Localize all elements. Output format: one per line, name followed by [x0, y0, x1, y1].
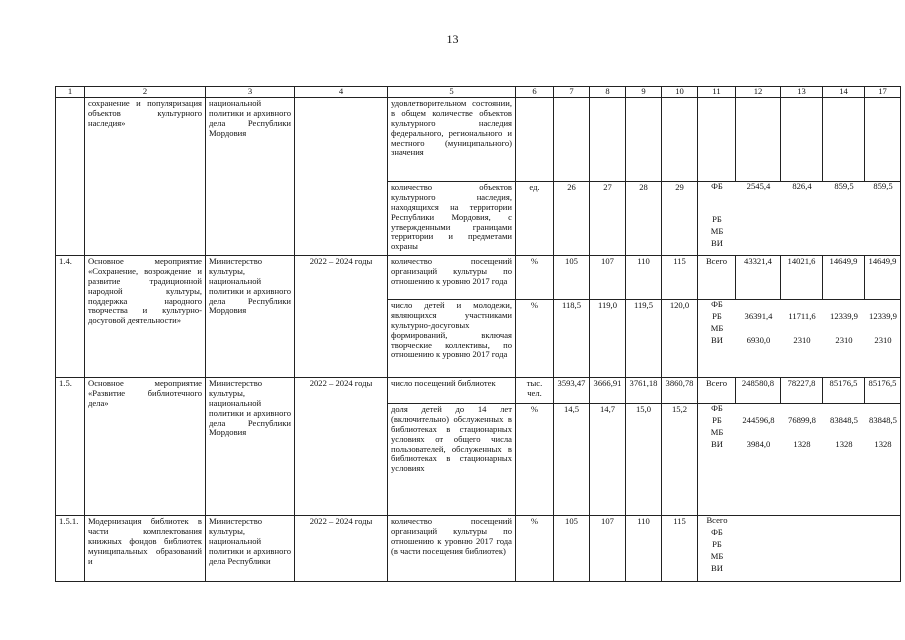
value: 119,5 — [626, 300, 662, 378]
fin-value: 14649,9 — [823, 256, 865, 300]
value: 29 — [662, 182, 698, 256]
measure-name: Модернизация библиотек в части комплектования книжных фондов библиотек муниципальных образований и — [85, 516, 206, 582]
fin-value: 14021,6 — [781, 256, 823, 300]
fin-source: ВИ — [711, 336, 723, 345]
fin-value: 36391,4 — [744, 312, 773, 321]
fin-value: 83848,5 — [830, 416, 858, 425]
value: 118,5 — [554, 300, 590, 378]
fin-value: 83848,5 — [869, 416, 897, 425]
page-number: 13 — [446, 32, 459, 46]
measure-name: Основное мероприятие «Развитие библиотечного дела» — [85, 378, 206, 516]
fin-value: 76899,8 — [788, 416, 816, 425]
col-header: 10 — [662, 87, 698, 98]
fin-value: 2545,4 — [746, 182, 771, 191]
fin-source: МБ — [710, 324, 724, 333]
col-header: 7 — [554, 87, 590, 98]
value: 110 — [626, 256, 662, 300]
col-header: 3 — [206, 87, 295, 98]
fin-value: 2310 — [793, 336, 811, 345]
col-header: 4 — [295, 87, 388, 98]
fin-value: 3984,0 — [746, 440, 771, 449]
executor: Министерство культуры, национальной политики и архивного дела Республики Мордовия — [206, 256, 295, 378]
value: 14,5 — [554, 404, 590, 516]
value: 3761,18 — [626, 378, 662, 404]
financing-block — [698, 516, 901, 582]
indicator: количество посещений организаций культуры по отношению к уровню 2017 года — [388, 256, 516, 300]
value: 107 — [590, 516, 626, 582]
fin-source: РБ — [712, 416, 722, 425]
fin-source: ФБ — [711, 300, 723, 309]
unit: % — [516, 516, 554, 582]
fin-source: Всего — [698, 256, 736, 300]
col-header: 13 — [781, 87, 823, 98]
measure-name: Основное мероприятие «Сохранение, возрождение и развитие традиционной народной культуры, поддержка народного творчества и культурно-досуговой деятельности» — [85, 256, 206, 378]
table-row — [56, 516, 901, 582]
row-number: 1.5.1. — [56, 516, 85, 582]
value: 3593,47 — [554, 378, 590, 404]
indicator: число посещений библиотек — [388, 378, 516, 404]
executor: национальной политики и архивного дела Республики Мордовия — [206, 98, 295, 256]
fin-value: 1328 — [835, 440, 853, 449]
fin-value: 244596,8 — [742, 416, 775, 425]
col-header: 11 — [698, 87, 736, 98]
col-header: 6 — [516, 87, 554, 98]
col-header: 12 — [736, 87, 781, 98]
fin-value: 826,4 — [792, 182, 812, 191]
fin-source: ВИ — [711, 239, 723, 248]
row-number: 1.4. — [56, 256, 85, 378]
years: 2022 – 2024 годы — [295, 516, 388, 582]
col-header: 14 — [823, 87, 865, 98]
fin-value: 78227,8 — [781, 378, 823, 404]
executor: Министерство культуры, национальной политики и архивного дела Республики Мордовия — [206, 378, 295, 516]
value: 26 — [554, 182, 590, 256]
indicator: доля детей до 14 лет (включительно) обслуженных в библиотеках в стационарных условиях от общего числа пользователей, обслуженных в библиотеках в стационарных условиях — [388, 404, 516, 516]
financing-block — [698, 404, 901, 516]
value: 3666,91 — [590, 378, 626, 404]
value: 120,0 — [662, 300, 698, 378]
table-row — [56, 378, 901, 404]
row-number — [56, 98, 85, 256]
unit: ед. — [516, 182, 554, 256]
col-header: 9 — [626, 87, 662, 98]
fin-source: РБ — [712, 312, 722, 321]
years: 2022 – 2024 годы — [295, 378, 388, 516]
executor: Министерство культуры, национальной политики и архивного дела Республики — [206, 516, 295, 582]
financing-block — [698, 182, 901, 256]
fin-value: 2310 — [835, 336, 853, 345]
fin-value: 248580,8 — [736, 378, 781, 404]
unit: % — [516, 404, 554, 516]
header-row — [56, 87, 901, 98]
value: 115 — [662, 256, 698, 300]
value: 119,0 — [590, 300, 626, 378]
fin-source: ФБ — [711, 404, 723, 413]
fin-source: ВИ — [711, 564, 723, 573]
program-table — [55, 86, 901, 582]
fin-value: 1328 — [793, 440, 811, 449]
value: 15,2 — [662, 404, 698, 516]
fin-value: 43321,4 — [736, 256, 781, 300]
col-header: 8 — [590, 87, 626, 98]
fin-value: 12339,9 — [830, 312, 858, 321]
value: 107 — [590, 256, 626, 300]
table-row — [56, 256, 901, 300]
fin-value: 11711,6 — [788, 312, 816, 321]
value: 105 — [554, 256, 590, 300]
fin-source: ФБ — [711, 528, 723, 537]
fin-source: РБ — [712, 540, 722, 549]
indicator: число детей и молодежи, являющихся участниками культурно-досуговых формирований, включая творческие коллективы, по отношению к уровню 2017 года — [388, 300, 516, 378]
fin-source: МБ — [710, 552, 724, 561]
col-header: 17 — [865, 87, 901, 98]
indicator: количество посещений организаций культуры по отношению к уровню 2017 года (в части посещения библиотек) — [388, 516, 516, 582]
fin-source: РБ — [712, 215, 722, 224]
value: 3860,78 — [662, 378, 698, 404]
fin-value: 6930,0 — [746, 336, 771, 345]
indicator: количество объектов культурного наследия, находящихся на территории Республики Мордовия, с утвержденными границами территории и предметами охраны — [388, 182, 516, 256]
value: 110 — [626, 516, 662, 582]
measure-name: сохранение и популяризация объектов культурного наследия» — [85, 98, 206, 256]
table-row — [56, 98, 901, 182]
col-header: 5 — [388, 87, 516, 98]
value: 28 — [626, 182, 662, 256]
value: 15,0 — [626, 404, 662, 516]
fin-source: Всего — [698, 378, 736, 404]
indicator: удовлетворительном состоянии, в общем количестве объектов культурного наследия федерального, регионального и местного (муниципального) значения — [388, 98, 516, 182]
unit: % — [516, 300, 554, 378]
row-number: 1.5. — [56, 378, 85, 516]
fin-value: 14649,9 — [865, 256, 901, 300]
value: 105 — [554, 516, 590, 582]
fin-value: 1328 — [874, 440, 892, 449]
unit: тыс. чел. — [516, 378, 554, 404]
fin-value: 859,5 — [873, 182, 893, 191]
fin-value: 85176,5 — [823, 378, 865, 404]
fin-value: 2310 — [874, 336, 892, 345]
value: 14,7 — [590, 404, 626, 516]
fin-source: ВИ — [711, 440, 723, 449]
fin-value: 859,5 — [834, 182, 854, 191]
col-header: 1 — [56, 87, 85, 98]
fin-source: Всего — [706, 516, 728, 525]
value: 115 — [662, 516, 698, 582]
fin-value: 85176,5 — [865, 378, 901, 404]
years: 2022 – 2024 годы — [295, 256, 388, 378]
fin-value: 12339,9 — [869, 312, 897, 321]
financing-block — [698, 300, 901, 378]
fin-source: МБ — [710, 227, 724, 236]
fin-source: ФБ — [711, 182, 723, 191]
unit: % — [516, 256, 554, 300]
value: 27 — [590, 182, 626, 256]
col-header: 2 — [85, 87, 206, 98]
fin-source: МБ — [710, 428, 724, 437]
years — [295, 98, 388, 256]
